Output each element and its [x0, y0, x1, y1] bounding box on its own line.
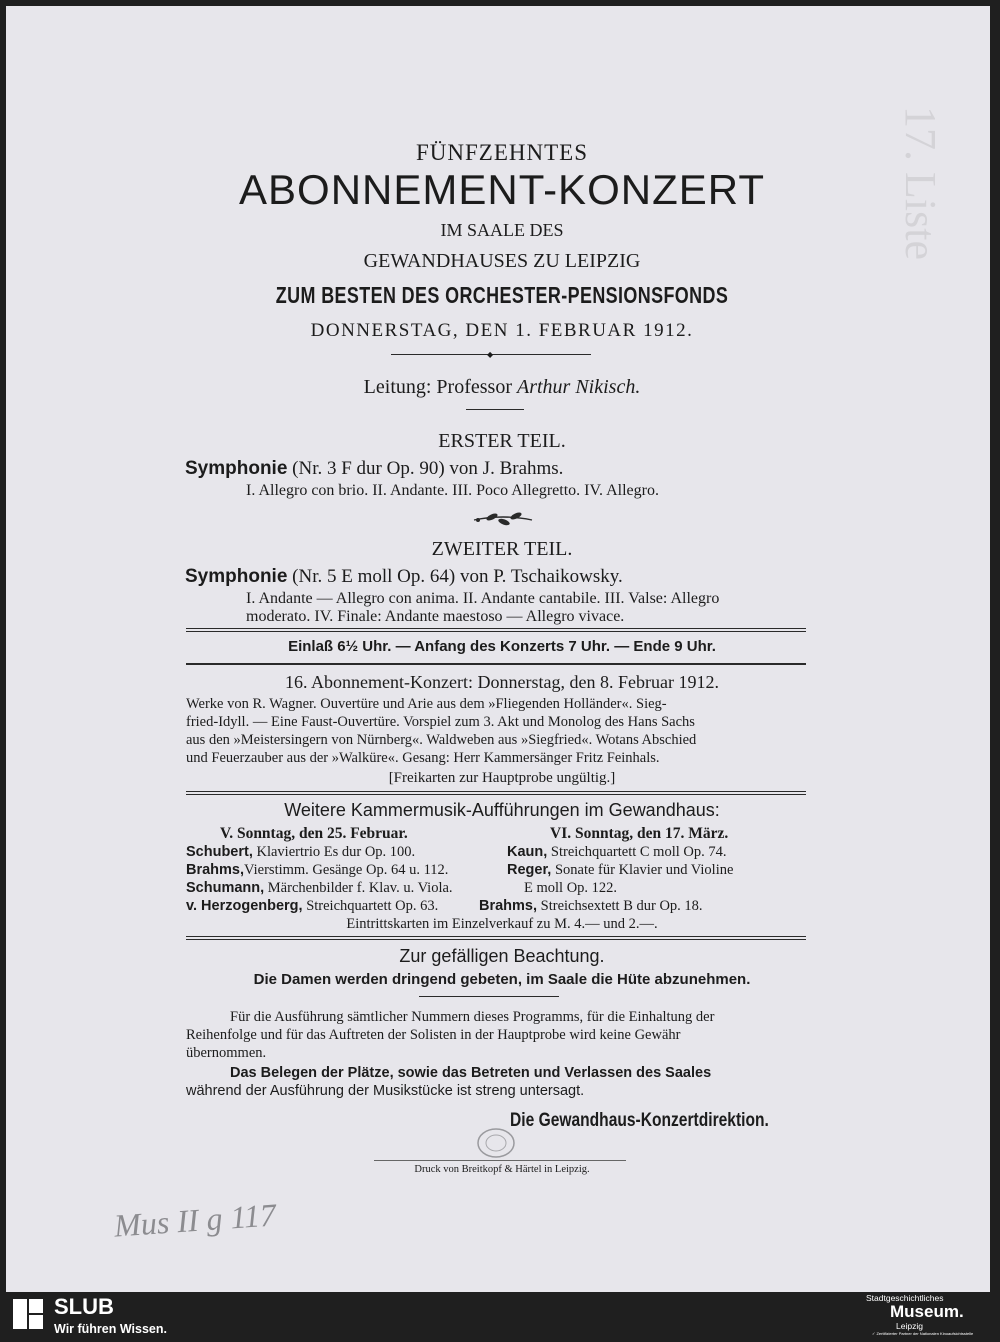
program-sheet	[6, 6, 990, 1292]
notice-hats: Die Damen werden dringend gebeten, im Saale die Hüte abzunehmen.	[253, 971, 751, 988]
notice-paragraph-line: während der Ausführung der Musikstücke ist streng untersagt.	[186, 1083, 585, 1099]
divider	[186, 663, 806, 665]
header-line5: ZUM BESTEN DES ORCHESTER-PENSIONSFONDS	[275, 282, 729, 308]
chamber-right-item: Brahms, Streichsextett B dur Op. 18.	[479, 898, 703, 914]
bleed-through-text: 17. Liste	[896, 106, 945, 260]
chamber-title: Weitere Kammermusik-Aufführungen im Gewandhaus:	[284, 800, 720, 820]
notice-paragraph-line: Reihenfolge und für das Auftreten der Solisten in der Hauptprobe wird keine Gewähr	[186, 1027, 681, 1043]
divider	[419, 996, 559, 997]
divider	[374, 1160, 626, 1161]
chamber-left-item: Brahms,Vierstimm. Gesänge Op. 64 u. 112.	[186, 862, 449, 878]
concert-date: DONNERSTAG, DEN 1. FEBRUAR 1912.	[310, 320, 694, 341]
part2-work-details: (Nr. 5 E moll Op. 64) von P. Tschaikowsky.	[292, 566, 623, 587]
signature: Die Gewandhaus-Konzertdirektion.	[510, 1110, 769, 1131]
notice-paragraph-line: Das Belegen der Plätze, sowie das Betreten und Verlassen des Saales	[230, 1065, 712, 1081]
slub-subtitle: Wir führen Wissen.	[54, 1322, 167, 1336]
concert-times: Einlaß 6½ Uhr. — Anfang des Konzerts 7 Uhr. — Ende 9 Uhr.	[288, 638, 716, 655]
chamber-left-heading: V. Sonntag, den 25. Februar.	[220, 825, 408, 842]
museum-name: Museum.	[890, 1302, 964, 1321]
chamber-tickets: Eintrittskarten im Einzelverkauf zu M. 4.— und 2.—.	[346, 916, 658, 932]
divider-ornament: ◆	[487, 350, 494, 359]
footer-band	[0, 1292, 1000, 1342]
part1-movements: I. Allegro con brio. II. Andante. III. Poco Allegretto. IV. Allegro.	[246, 482, 659, 499]
notice-paragraph-line: übernommen.	[186, 1045, 267, 1061]
header-line4: GEWANDHAUSES ZU LEIPZIG	[363, 250, 641, 272]
museum-city: Leipzig	[896, 1321, 923, 1331]
chamber-left-item: Schubert, Klaviertrio Es dur Op. 100.	[186, 844, 416, 860]
chamber-left-item: Schumann, Märchenbilder f. Klav. u. Viola.	[186, 880, 453, 896]
header-line3: IM SAALE DES	[440, 220, 564, 240]
part2-movements-2: moderato. IV. Finale: Andante maestoso — Allegro vivace.	[246, 608, 625, 625]
part1-title: ERSTER TEIL.	[438, 430, 566, 452]
notice-paragraph-line: Für die Ausführung sämtlicher Nummern dieses Programms, für die Einhaltung der	[230, 1009, 715, 1025]
conductor-line	[186, 376, 818, 399]
part2-work	[185, 566, 623, 588]
header-line1: FÜNFZEHNTES	[415, 140, 588, 165]
museum-certification: ✓ Zertifizierter Partner der Nationalen Kinoaufsichtsstelle	[872, 1331, 974, 1336]
free-tickets-note: [Freikarten zur Hauptprobe ungültig.]	[388, 770, 616, 786]
chamber-right-heading: VI. Sonntag, den 17. März.	[550, 825, 729, 842]
part1-work	[185, 458, 563, 480]
notice-title: Zur gefälligen Beachtung.	[399, 946, 605, 966]
shelfmark-handwriting: Mus II g 117	[112, 1196, 278, 1244]
conductor-name: Arthur Nikisch.	[516, 376, 641, 398]
part2-work-type: Symphonie	[185, 566, 288, 587]
printer-note: Druck von Breitkopf & Härtel in Leipzig.	[414, 1164, 590, 1175]
part2-movements-1: I. Andante — Allegro con anima. II. Andante cantabile. III. Valse: Allegro	[246, 590, 720, 607]
part1-work-type: Symphonie	[185, 458, 288, 479]
header-title: ABONNEMENT-KONZERT	[239, 166, 765, 213]
double-rule	[186, 791, 806, 795]
double-rule	[186, 936, 806, 940]
next-concert-title: 16. Abonnement-Konzert: Donnerstag, den 8. Februar 1912.	[285, 672, 719, 692]
chamber-left-item: v. Herzogenberg, Streichquartett Op. 63.	[186, 898, 439, 914]
chamber-right-item: Kaun, Streichquartett C moll Op. 74.	[507, 844, 727, 860]
leaf-ornament-icon	[472, 511, 534, 529]
part1-work-details: (Nr. 3 F dur Op. 90) von J. Brahms.	[292, 458, 564, 479]
part2-title: ZWEITER TEIL.	[431, 538, 573, 560]
slub-logo-icon	[10, 1296, 46, 1332]
double-rule	[186, 628, 806, 632]
next-concert-line: aus den »Meistersingern von Nürnberg«. Waldweben aus »Siegfried«. Wotans Abschied	[186, 732, 697, 748]
museum-top: Stadtgeschichtliches	[866, 1293, 944, 1303]
next-concert-line: Werke von R. Wagner. Ouvertüre und Arie aus dem »Fliegenden Holländer«. Sieg-	[186, 696, 667, 712]
next-concert-line: und Feuerzauber aus der »Walküre«. Gesang: Herr Kammersänger Fritz Feinhals.	[186, 750, 660, 766]
next-concert-line: fried-Idyll. — Eine Faust-Ouvertüre. Vorspiel zum 3. Akt und Monolog des Hans Sachs	[186, 714, 695, 730]
chamber-right-item: E moll Op. 122.	[524, 880, 618, 896]
chamber-right-item: Reger, Sonate für Klavier und Violine	[507, 862, 734, 878]
conductor-label: Leitung: Professor	[363, 376, 512, 398]
slub-title: SLUB	[54, 1294, 114, 1319]
printer-seal-icon	[474, 1126, 518, 1160]
divider	[466, 409, 524, 410]
